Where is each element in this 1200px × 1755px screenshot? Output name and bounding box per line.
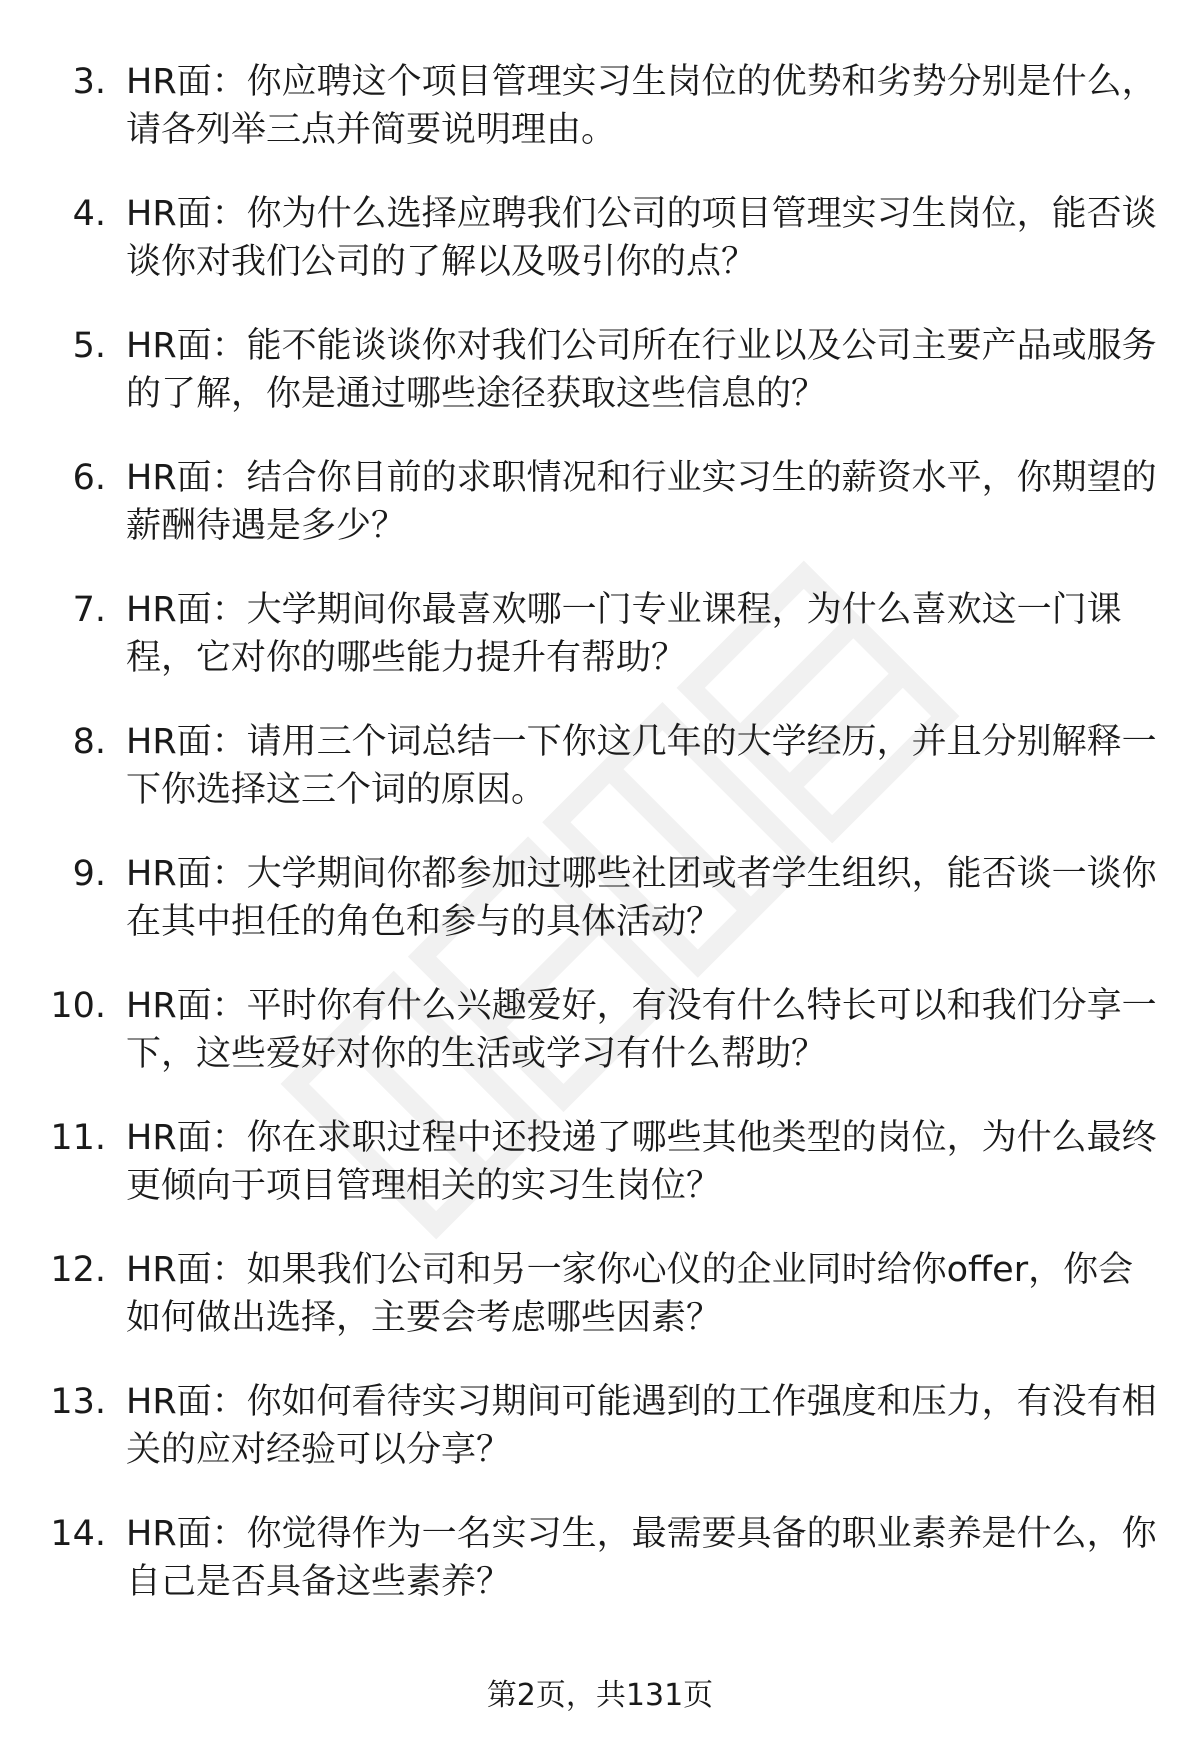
question-number: 11. <box>50 1118 106 1158</box>
list-item <box>0 1510 1200 1642</box>
list-item <box>0 586 1200 718</box>
list-item <box>0 322 1200 454</box>
question-text: HR面：你在求职过程中还投递了哪些其他类型的岗位，为什么最终更倾向于项目管理相关的实习生岗位？ <box>126 1118 1157 1206</box>
question-text: HR面：你觉得作为一名实习生，最需要具备的职业素养是什么，你自己是否具备这些素养？ <box>126 1514 1157 1602</box>
list-item <box>0 718 1200 850</box>
list-item <box>0 1246 1200 1378</box>
question-list <box>0 58 1200 1642</box>
question-text: HR面：如果我们公司和另一家你心仪的企业同时给你offer，你会如何做出选择，主要会考虑哪些因素？ <box>126 1250 1134 1338</box>
list-item <box>0 190 1200 322</box>
question-text: HR面：请用三个词总结一下你这几年的大学经历，并且分别解释一下你选择这三个词的原因。 <box>126 722 1157 810</box>
list-item <box>0 982 1200 1114</box>
question-text: HR面：大学期间你都参加过哪些社团或者学生组织，能否谈一谈你在其中担任的角色和参与的具体活动？ <box>126 854 1157 942</box>
question-number: 5. <box>72 326 106 366</box>
question-number: 9. <box>72 854 106 894</box>
list-item <box>0 58 1200 190</box>
question-text: HR面：能不能谈谈你对我们公司所在行业以及公司主要产品或服务的了解，你是通过哪些途径获取这些信息的？ <box>126 326 1157 414</box>
list-item <box>0 1378 1200 1510</box>
page-footer: 第2页，共131页 <box>486 1678 714 1713</box>
question-number: 7. <box>72 590 106 630</box>
list-item <box>0 1114 1200 1246</box>
list-item <box>0 454 1200 586</box>
question-number: 14. <box>50 1514 106 1554</box>
question-text: HR面：你如何看待实习期间可能遇到的工作强度和压力，有没有相关的应对经验可以分享？ <box>126 1382 1157 1470</box>
question-number: 4. <box>72 194 106 234</box>
question-number: 13. <box>50 1382 106 1422</box>
question-text: HR面：你应聘这个项目管理实习生岗位的优势和劣势分别是什么，请各列举三点并简要说明理由。 <box>126 62 1157 150</box>
list-item <box>0 850 1200 982</box>
question-number: 3. <box>72 62 106 102</box>
question-text: HR面：结合你目前的求职情况和行业实习生的薪资水平，你期望的薪酬待遇是多少？ <box>126 458 1157 546</box>
question-text: HR面：大学期间你最喜欢哪一门专业课程，为什么喜欢这一门课程，它对你的哪些能力提升有帮助？ <box>126 590 1122 678</box>
question-number: 10. <box>50 986 106 1026</box>
question-text: HR面：平时你有什么兴趣爱好，有没有什么特长可以和我们分享一下，这些爱好对你的生活或学习有什么帮助？ <box>126 986 1157 1074</box>
question-number: 6. <box>72 458 106 498</box>
question-text: HR面：你为什么选择应聘我们公司的项目管理实习生岗位，能否谈谈你对我们公司的了解以及吸引你的点？ <box>126 194 1157 282</box>
question-number: 8. <box>72 722 106 762</box>
question-number: 12. <box>50 1250 106 1290</box>
